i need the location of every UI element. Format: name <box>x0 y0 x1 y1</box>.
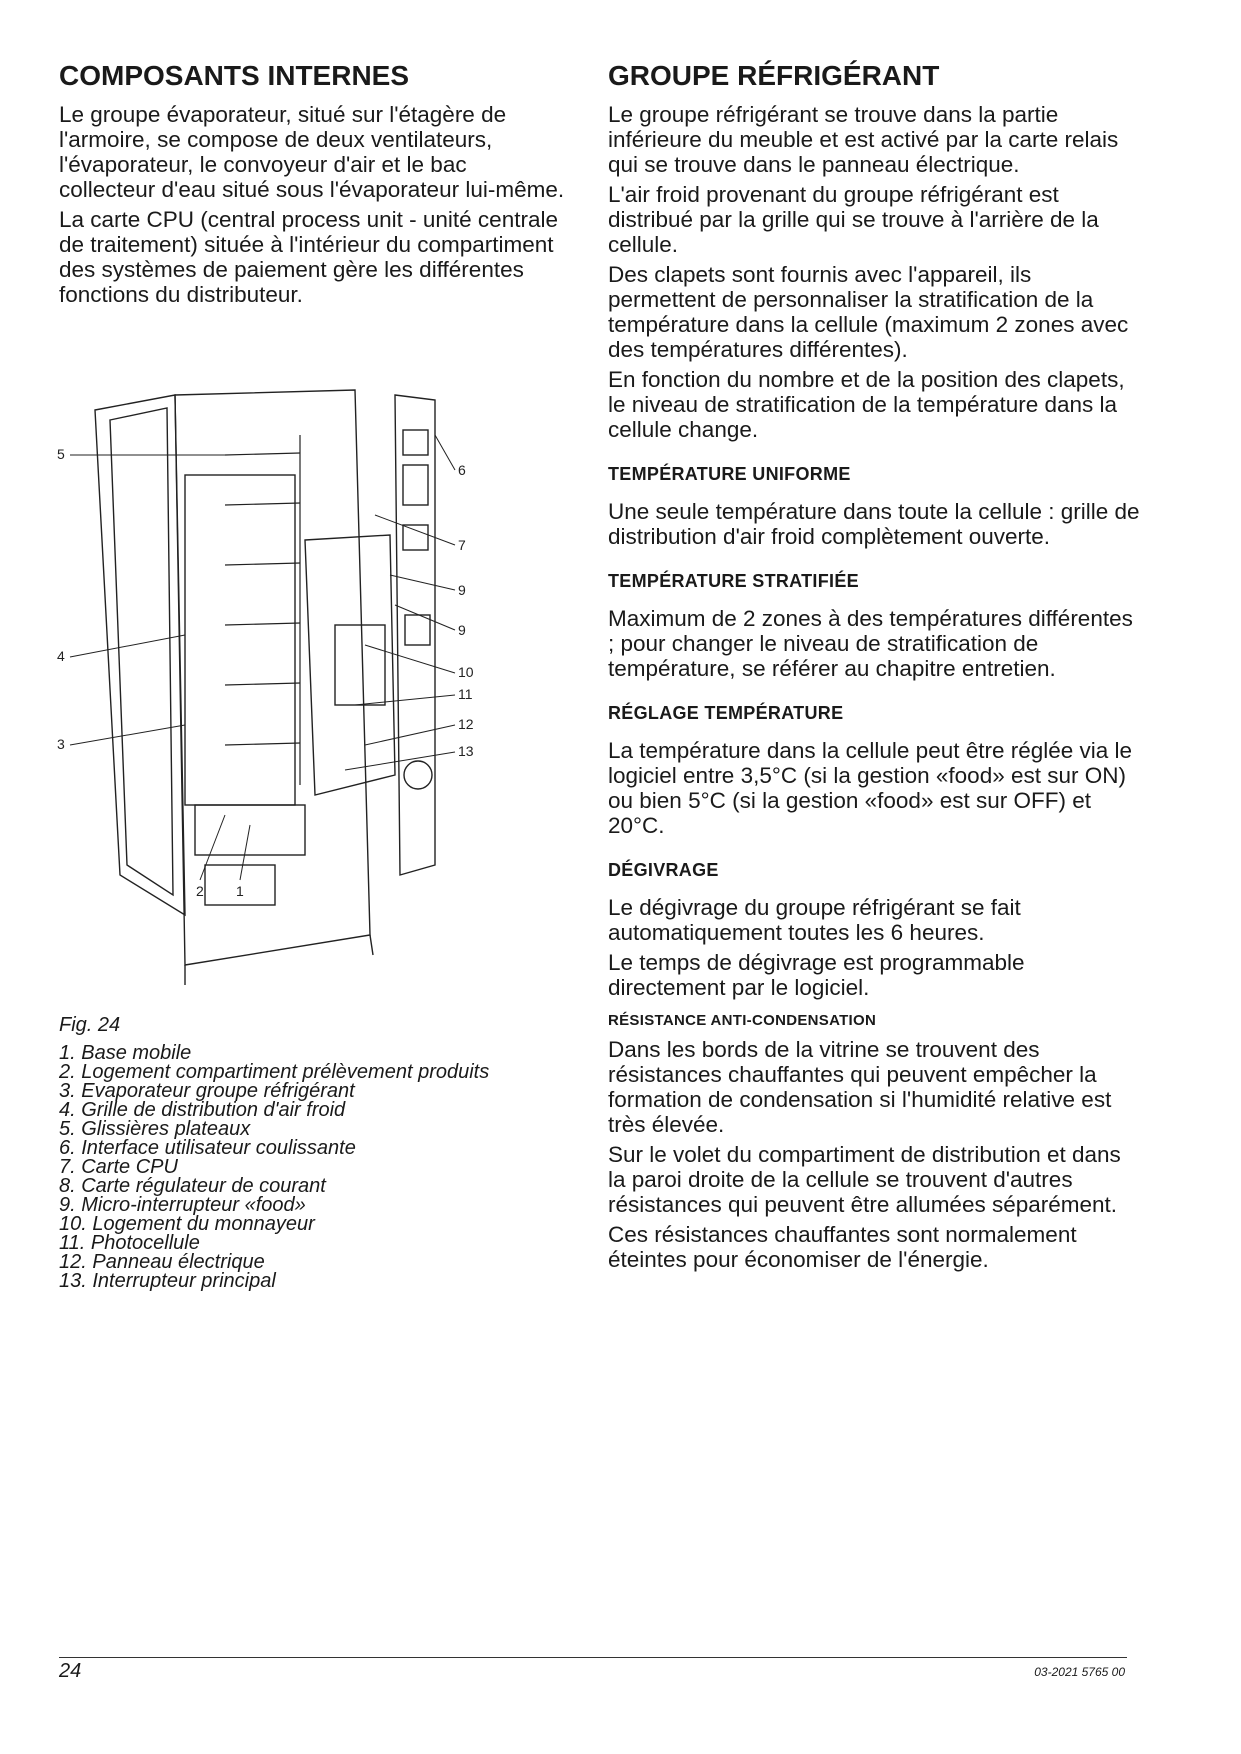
callout-9a: 9 <box>458 582 466 598</box>
air-grille <box>185 475 295 805</box>
heading-groupe-refrigerant: GROUPE RÉFRIGÉRANT <box>608 60 940 91</box>
evaporator <box>195 805 305 855</box>
legend-item: 5. Glissières plateaux <box>59 1118 251 1140</box>
paragraph: L'air froid provenant du groupe réfrigérant est distribué par la grille qui se trouve à l'arrière de la cellule. <box>608 182 1099 258</box>
door-outline <box>95 395 185 915</box>
legend-item: 10. Logement du monnayeur <box>59 1213 315 1235</box>
paragraph: La température dans la cellule peut être réglée via le logiciel entre 3,5°C (si la gestion «food» est sur ON) ou bien 5°C (si la gestion «food» est sur OFF) et 20°C. <box>608 738 1133 839</box>
subheading-degivrage: DÉGIVRAGE <box>608 860 719 881</box>
legend-item: 11. Photocellule <box>59 1232 200 1254</box>
paragraph: Le temps de dégivrage est programmable directement par le logiciel. <box>608 950 1025 1001</box>
subheading-temperature-uniforme: TEMPÉRATURE UNIFORME <box>608 464 851 485</box>
user-interface-panel <box>395 395 435 875</box>
left-column <box>59 60 569 312</box>
legend-item: 8. Carte régulateur de courant <box>59 1175 326 1197</box>
legend-item: 4. Grille de distribution d'air froid <box>59 1099 346 1121</box>
legend-item: 6. Interface utilisateur coulissante <box>59 1137 356 1159</box>
paragraph: Dans les bords de la vitrine se trouvent des résistances chauffantes qui peuvent empêcher la formation de condensation si l'humidité relative est très élevée. <box>608 1037 1112 1138</box>
cabinet-outline <box>175 390 370 965</box>
subheading-reglage-temperature: RÉGLAGE TEMPÉRATURE <box>608 703 844 724</box>
callout-10: 10 <box>458 664 474 680</box>
figure-caption: Fig. 24 <box>59 1014 121 1036</box>
callout-7: 7 <box>458 537 466 553</box>
callout-6: 6 <box>458 462 466 478</box>
footer-divider <box>59 1657 1127 1658</box>
paragraph: La carte CPU (central process unit - unité centrale de traitement) située à l'intérieur du compartiment des systèmes de paiement gère les différentes fonctions du distributeur. <box>59 207 558 308</box>
shelf-guides <box>225 435 300 785</box>
electronics-compartment <box>305 535 395 795</box>
figure-legend <box>59 1044 489 1291</box>
paragraph: Une seule température dans toute la cellule : grille de distribution d'air froid complètement ouverte. <box>608 499 1140 550</box>
legend-item: 12. Panneau électrique <box>59 1251 265 1273</box>
paragraph: Maximum de 2 zones à des températures différentes ; pour changer le niveau de stratification de température, se référer au chapitre entretien. <box>608 606 1133 682</box>
paragraph: Ces résistances chauffantes sont normalement éteintes pour économiser de l'énergie. <box>608 1222 1077 1273</box>
callout-13: 13 <box>458 743 474 759</box>
callout-1: 1 <box>236 883 244 899</box>
right-column <box>608 60 1143 1277</box>
subheading-temperature-stratifiee: TEMPÉRATURE STRATIFIÉE <box>608 571 859 592</box>
paragraph: En fonction du nombre et de la position des clapets, le niveau de stratification de la température dans la cellule change. <box>608 367 1125 443</box>
page-number: 24 <box>59 1660 82 1682</box>
paragraph: Des clapets sont fournis avec l'appareil, ils permettent de personnaliser la stratification de la température dans la cellule (maximum 2 zones avec des températures différentes). <box>608 262 1129 363</box>
paragraph: Le dégivrage du groupe réfrigérant se fait automatiquement toutes les 6 heures. <box>608 895 1021 946</box>
paragraph: Le groupe évaporateur, situé sur l'étagère de l'armoire, se compose de deux ventilateurs, l'évaporateur, le convoyeur d'air et le bac collecteur d'eau situé sous l'évaporateur lui-même. <box>59 102 565 203</box>
callout-11: 11 <box>458 686 473 702</box>
callout-4: 4 <box>57 648 65 664</box>
callout-9b: 9 <box>458 622 466 638</box>
legend-item: 9. Micro-interrupteur «food» <box>59 1194 306 1216</box>
legend-item: 13. Interrupteur principal <box>59 1270 276 1292</box>
legend-item: 3. Evaporateur groupe réfrigérant <box>59 1080 355 1102</box>
legend-item: 1. Base mobile <box>59 1042 192 1064</box>
paragraph: Sur le volet du compartiment de distribution et dans la paroi droite de la cellule se trouvent d'autres résistances qui peuvent être allumées séparément. <box>608 1142 1121 1218</box>
callout-12: 12 <box>458 716 474 732</box>
document-code: 03-2021 5765 00 <box>1034 1665 1125 1679</box>
subheading-resistance-anti-condensation: RÉSISTANCE ANTI-CONDENSATION <box>608 1012 877 1030</box>
heading-composants-internes: COMPOSANTS INTERNES <box>59 60 410 91</box>
callout-2: 2 <box>196 883 204 899</box>
legend-item: 2. Logement compartiment prélèvement produits <box>59 1061 490 1083</box>
vending-machine-illustration <box>55 375 535 1015</box>
callout-3: 3 <box>57 736 65 752</box>
paragraph: Le groupe réfrigérant se trouve dans la partie inférieure du meuble et est activé par la carte relais qui se trouve dans le panneau électrique. <box>608 102 1119 178</box>
legend-item: 7. Carte CPU <box>59 1156 178 1178</box>
callout-5: 5 <box>57 446 65 462</box>
